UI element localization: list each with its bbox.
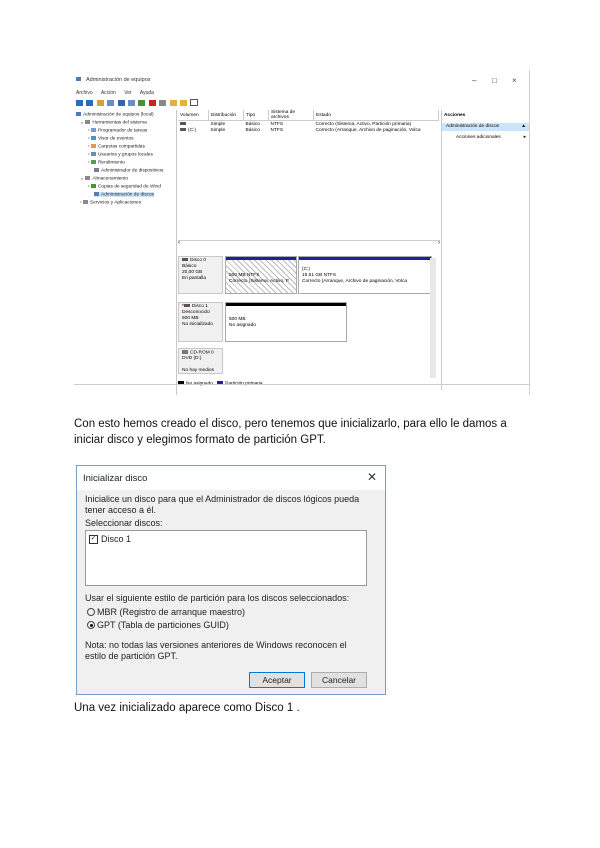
backup-icon [91,184,96,188]
storage-icon [85,176,90,180]
clock-icon [91,128,96,132]
legend: No asignado Partición primaria [178,381,263,386]
tree-item-task-scheduler[interactable]: › Programador de tareas [88,128,148,134]
title-bar [74,74,529,84]
column-header[interactable]: Distribución [209,110,244,121]
services-icon [83,200,88,204]
menu-ver[interactable]: Ver [124,90,132,96]
disk0-partition-c[interactable]: (C:) 19,51 GB NTFS Correcto (Arranque, Archivo de paginación, Volca [298,256,432,294]
event-icon [91,136,96,140]
partition-bar [299,257,431,260]
tools-icon [85,120,90,124]
disk-icon [184,304,190,307]
accept-button[interactable]: Aceptar [249,672,305,688]
paragraph-1: Con esto hemos creado el disco, pero tenemos que inicializarlo, para ello le damos a iniciar disco y elegimos formato de partición GPT. [74,418,507,446]
window-title: Administración de equipos [86,77,151,83]
back-icon[interactable] [76,100,83,106]
computer-management-screenshot [74,70,530,395]
initialize-disk-dialog [76,465,386,695]
paragraph-2: Una vez inicializado aparece como Disco 1 . [74,702,300,714]
submenu-arrow-icon: ▸ [523,135,526,140]
console-tree [74,110,177,395]
cdrom-status: No hay medios [182,368,214,374]
table-cell: Simple [210,121,226,127]
cdrom-label[interactable]: CD-ROM 0 DVD (D:) No hay medios [178,348,223,374]
folder-icon[interactable] [97,100,104,106]
drive-icon [180,122,186,125]
tree-item-storage[interactable]: ⌄ Almacenamiento [80,176,129,182]
disk-icon [182,258,188,261]
partition-bar [226,303,346,306]
dialog-title-bar [77,466,385,490]
table-cell: Simple [210,127,226,133]
tree-item-device-manager[interactable]: Administrador de dispositivos [94,168,163,173]
menu-ayuda[interactable]: Ayuda [139,90,154,96]
column-header[interactable]: Sistema de archivos [269,110,314,121]
table-cell: Correcto (Arranque, Archivo de paginación, Volca [315,127,421,133]
open-icon[interactable] [180,100,187,106]
computer-management-icon [76,77,81,81]
computer-icon [76,112,81,116]
new-icon[interactable] [170,100,177,106]
menu-bar [76,90,161,96]
mbr-radio[interactable] [87,608,95,616]
collapse-icon: ▲ [521,124,526,129]
tree-item-performance[interactable]: › Rendimiento [88,160,125,166]
gpt-radio[interactable] [87,621,95,629]
select-disks-label: Seleccionar discos: [85,518,163,528]
device-manager-icon [94,168,99,172]
table-cell: Básico [245,121,260,127]
table-cell: NTFS [270,127,284,133]
menu-archivo[interactable]: Archivo [76,90,93,96]
disk-list[interactable] [85,530,367,586]
actions-header: Acciones [444,113,466,118]
dialog-note: Nota: no todas las versiones anteriores de Windows reconocen el estilo de partición GPT. [85,640,347,661]
shared-folder-icon [91,144,96,148]
drive-icon [180,128,186,131]
column-header[interactable]: Volumen [178,110,209,121]
table-cell: Básico [245,127,260,133]
close-button[interactable]: × [512,76,517,85]
column-header[interactable]: Estado [314,110,439,121]
cancel-button[interactable]: Cancelar [311,672,367,688]
disk-graphical-view [178,250,440,380]
tree-item-shared-folders[interactable]: › Carpetas compartidas [88,144,145,150]
disk1-status: No inicializado [182,322,213,327]
dialog-intro: Inicialice un disco para que el Administrador de discos lógicos pueda tener acceso a él. [85,494,360,515]
users-icon [91,152,96,156]
disk1-unallocated[interactable]: 500 MB No asignado [225,302,347,342]
disk1-size: 500 MB [182,316,199,321]
action-more[interactable]: Acciones adicionales ▸ [456,135,526,140]
help-icon[interactable] [118,100,125,106]
disk0-partition-system[interactable]: 500 MB NTFS Correcto (Sistema, Activo, P [225,256,297,294]
disk0-status: En pantalla [182,276,207,281]
partition-bar [226,257,296,260]
table-cell: NTFS [270,121,284,127]
disk0-size: 20,00 GB [182,270,203,275]
actions-pane [441,110,530,390]
table-cell: Correcto (Sistema, Activo, Partición primaria) [315,121,412,127]
tree-item-services-apps[interactable]: › Servicios y Aplicaciones [80,200,142,206]
table-cell: (C:) [178,127,209,133]
volume-list [178,110,440,240]
cdrom-drive: DVD (D:) [182,356,202,362]
tree-item-system-tools[interactable]: ⌄ Herramientas del sistema [80,120,147,126]
tree-item-disk-management[interactable]: Administración de discos [94,192,154,197]
disk1-label[interactable]: Disco 1 Desconocido 500 MB No inicializado [178,302,223,342]
maximize-button[interactable]: □ [492,76,497,85]
properties-icon[interactable] [128,100,135,106]
column-header[interactable]: Tipo [244,110,269,121]
table-row[interactable] [178,127,439,133]
minimize-button[interactable]: – [472,76,477,85]
connect-icon[interactable] [138,100,145,106]
toolbar [76,99,226,107]
close-icon[interactable]: ✕ [366,470,377,484]
disk0-label[interactable]: Disco 0 Básico 20,00 GB En pantalla [178,256,223,294]
properties-sheet-icon[interactable] [159,100,166,106]
dialog-title: Inicializar disco [83,473,148,484]
mbr-label[interactable]: MBR (Registro de arranque maestro) [97,607,246,617]
view-icon[interactable] [190,99,198,106]
delete-icon[interactable] [149,100,156,106]
console-tree-icon[interactable] [107,100,114,106]
menu-accion[interactable]: Acción [100,90,116,96]
action-disk-management[interactable]: Administración de discos ▲ [442,123,530,131]
status-bar [74,384,529,393]
scroll-right-icon[interactable]: › [438,240,440,246]
vertical-scrollbar[interactable] [430,258,436,378]
cdrom-icon [182,350,188,354]
tree-item-users-groups[interactable]: › Usuarios y grupos locales [88,152,153,158]
tree-item-backup[interactable]: › Copias de seguridad de Wind [88,184,161,190]
gpt-label[interactable]: GPT (Tabla de particiones GUID) [97,620,229,630]
volume-list-header [178,110,439,121]
disk0-type: Básico [182,264,197,269]
horizontal-scrollbar[interactable] [178,240,440,247]
performance-icon [91,160,96,164]
scroll-left-icon[interactable]: ‹ [178,240,180,246]
tree-item-event-viewer[interactable]: › Visor de eventos [88,136,134,142]
forward-icon[interactable] [86,100,93,106]
disk-list-item[interactable]: Disco 1 [101,534,132,544]
tree-item-root[interactable]: Administración de equipos (local) [76,112,154,117]
disk-management-icon [94,192,99,196]
disk1-checkbox[interactable]: ✓ [90,535,97,542]
disk1-type: Desconocido [182,310,210,315]
partition-style-label: Usar el siguiente estilo de partición para los discos seleccionados: [85,593,350,603]
